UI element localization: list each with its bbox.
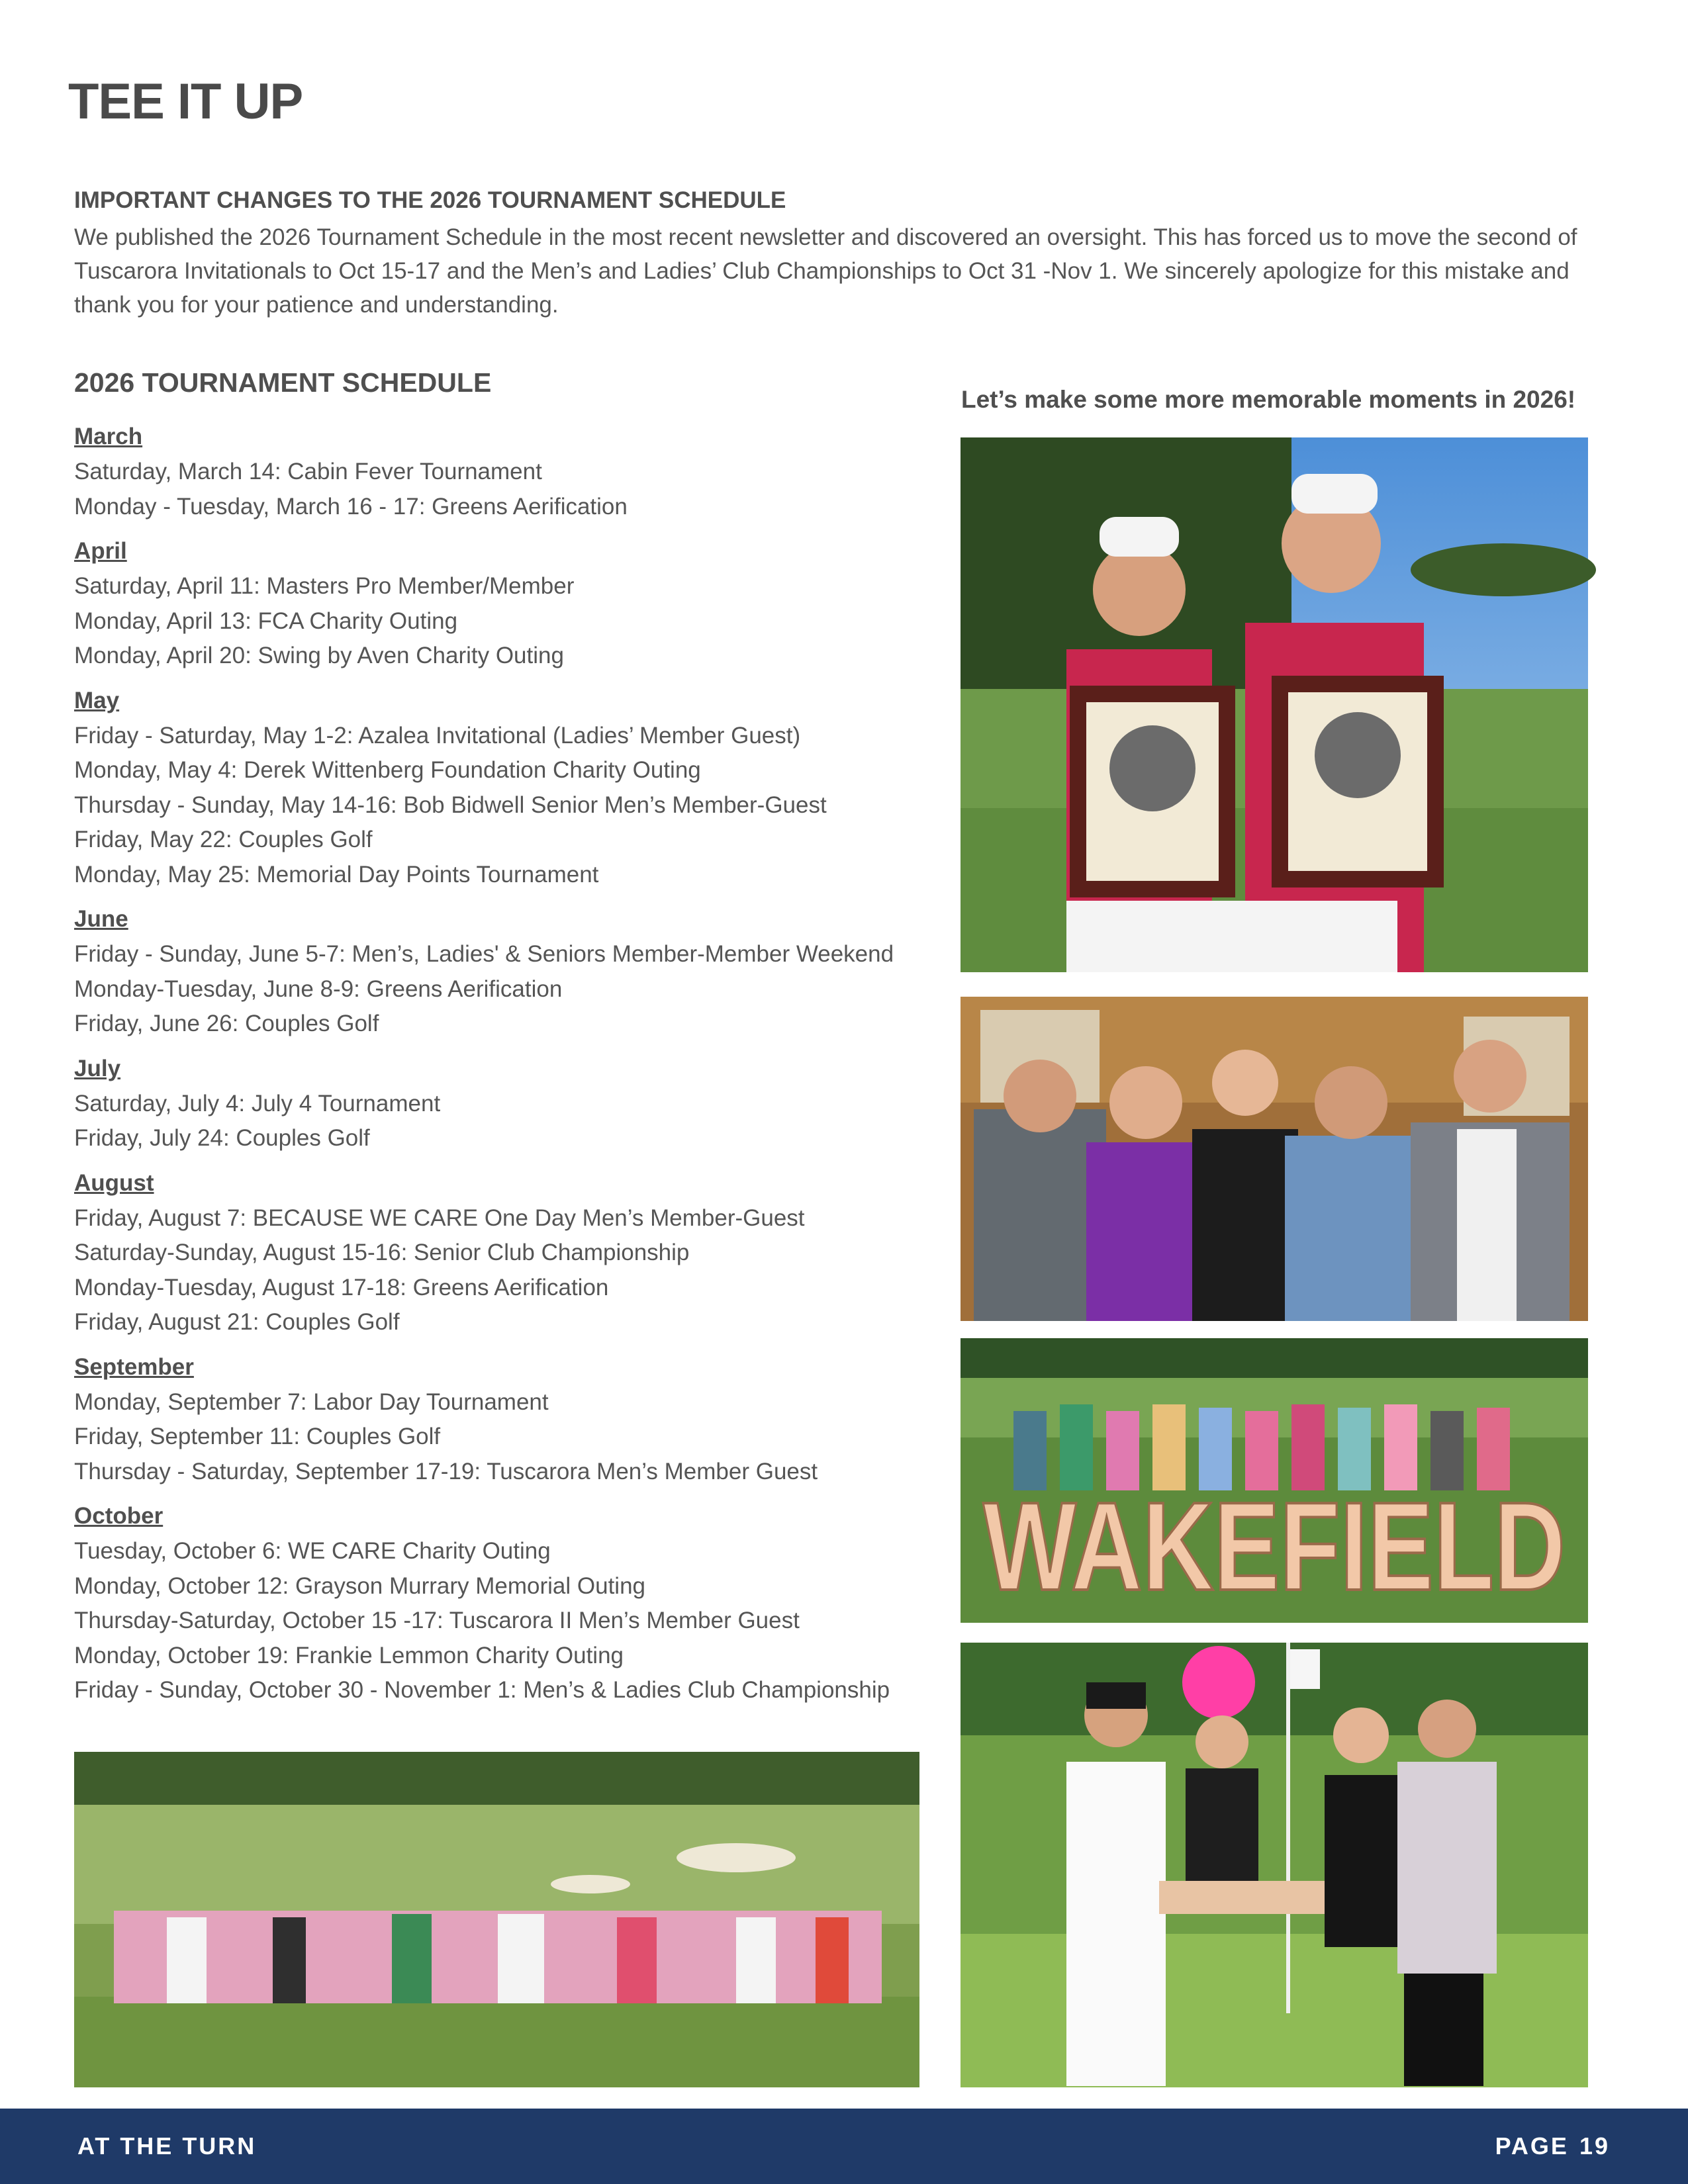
schedule-event: Monday, April 20: Swing by Aven Charity Outing	[74, 643, 564, 668]
schedule-event: Thursday - Sunday, May 14-16: Bob Bidwell Senior Men’s Member-Guest	[74, 792, 827, 818]
schedule-event: Saturday, April 11: Masters Pro Member/Member	[74, 573, 575, 599]
month-name: May	[74, 687, 120, 713]
schedule-event: Friday, August 21: Couples Golf	[74, 1309, 400, 1335]
wakefield-sign-lettering: WAKEFIELD	[983, 1477, 1566, 1617]
month-name: October	[74, 1503, 164, 1529]
month-name: March	[74, 424, 143, 449]
tournament-schedule	[74, 422, 921, 1720]
footer-page-number	[1485, 2132, 1610, 2160]
page-label: PAGE	[1495, 2132, 1569, 2160]
schedule-event: Monday, September 7: Labor Day Tournament	[74, 1388, 549, 1415]
photo-group-indoors	[961, 997, 1588, 1321]
page-number: 19	[1579, 2132, 1610, 2160]
schedule-event: Friday, August 7: BECAUSE WE CARE One Day Men’s Member-Guest	[74, 1205, 805, 1231]
schedule-heading: 2026 TOURNAMENT SCHEDULE	[74, 367, 492, 398]
schedule-event: Friday - Sunday, June 5-7: Men’s, Ladies' & Seniors Member-Member Weekend	[74, 941, 894, 967]
month-section	[74, 536, 921, 674]
month-section	[74, 1168, 921, 1340]
schedule-event: Saturday, July 4: July 4 Tournament	[74, 1090, 441, 1116]
schedule-event: Monday-Tuesday, August 17-18: Greens Aerification	[74, 1274, 609, 1300]
notice-heading: IMPORTANT CHANGES TO THE 2026 TOURNAMENT SCHEDULE	[74, 187, 786, 213]
footer-bar	[0, 2109, 1688, 2184]
schedule-event: Monday, October 19: Frankie Lemmon Charity Outing	[74, 1642, 624, 1668]
month-name: August	[74, 1169, 154, 1196]
footer-publication-name: AT THE TURN	[77, 2132, 257, 2160]
month-section	[74, 904, 921, 1042]
schedule-event: Tuesday, October 6: WE CARE Charity Outing	[74, 1538, 551, 1564]
photo-winners-with-plaques	[961, 437, 1588, 972]
month-name: July	[74, 1055, 121, 1081]
schedule-event: Saturday-Sunday, August 15-16: Senior Club Championship	[74, 1240, 690, 1265]
month-name: September	[74, 1353, 194, 1380]
schedule-event: Saturday, March 14: Cabin Fever Tournament	[74, 459, 542, 484]
schedule-event: Thursday-Saturday, October 15 -17: Tuscarora II Men’s Member Guest	[74, 1608, 800, 1633]
schedule-event: Friday, June 26: Couples Golf	[74, 1011, 379, 1036]
month-section	[74, 1352, 921, 1490]
photo-costume-golfers	[961, 1643, 1588, 2087]
schedule-event: Friday - Sunday, October 30 - November 1: Men’s & Ladies Club Championship	[74, 1677, 890, 1703]
month-section	[74, 686, 921, 893]
schedule-event: Thursday - Saturday, September 17-19: Tuscarora Men’s Member Guest	[74, 1458, 818, 1484]
page-title: TEE IT UP	[68, 73, 303, 130]
schedule-event: Friday, September 11: Couples Golf	[74, 1424, 441, 1449]
month-section	[74, 422, 921, 524]
schedule-event: Friday, May 22: Couples Golf	[74, 827, 373, 852]
photos-tagline: Let’s make some more memorable moments in 2026!	[961, 386, 1576, 413]
photo-wakefield-sign-group	[961, 1338, 1588, 1623]
month-name: April	[74, 538, 127, 564]
schedule-event: Monday, May 4: Derek Wittenberg Foundation Charity Outing	[74, 757, 701, 783]
schedule-event: Monday-Tuesday, June 8-9: Greens Aerification	[74, 976, 563, 1002]
schedule-event: Monday - Tuesday, March 16 - 17: Greens Aerification	[74, 493, 628, 520]
month-section	[74, 1054, 921, 1156]
schedule-event: Monday, April 13: FCA Charity Outing	[74, 608, 458, 634]
notice-body: We published the 2026 Tournament Schedule in the most recent newsletter and discovered an oversight. This has forced us to move the second of Tuscarora Invitationals to Oct 15-17 and the Men’s and Ladies’ Club Championships to Oct 31 -Nov 1. We sincerely apologize for this mistake and thank you for your patience and understanding.	[74, 224, 1577, 318]
schedule-event: Friday, July 24: Couples Golf	[74, 1125, 370, 1151]
schedule-event: Monday, May 25: Memorial Day Points Tournament	[74, 861, 599, 887]
schedule-event: Monday, October 12: Grayson Murrary Memorial Outing	[74, 1572, 646, 1599]
photo-ladies-group-fairway	[74, 1752, 919, 2087]
month-name: June	[74, 906, 128, 932]
schedule-event: Friday - Saturday, May 1-2: Azalea Invitational (Ladies’ Member Guest)	[74, 722, 801, 749]
month-section	[74, 1501, 921, 1708]
